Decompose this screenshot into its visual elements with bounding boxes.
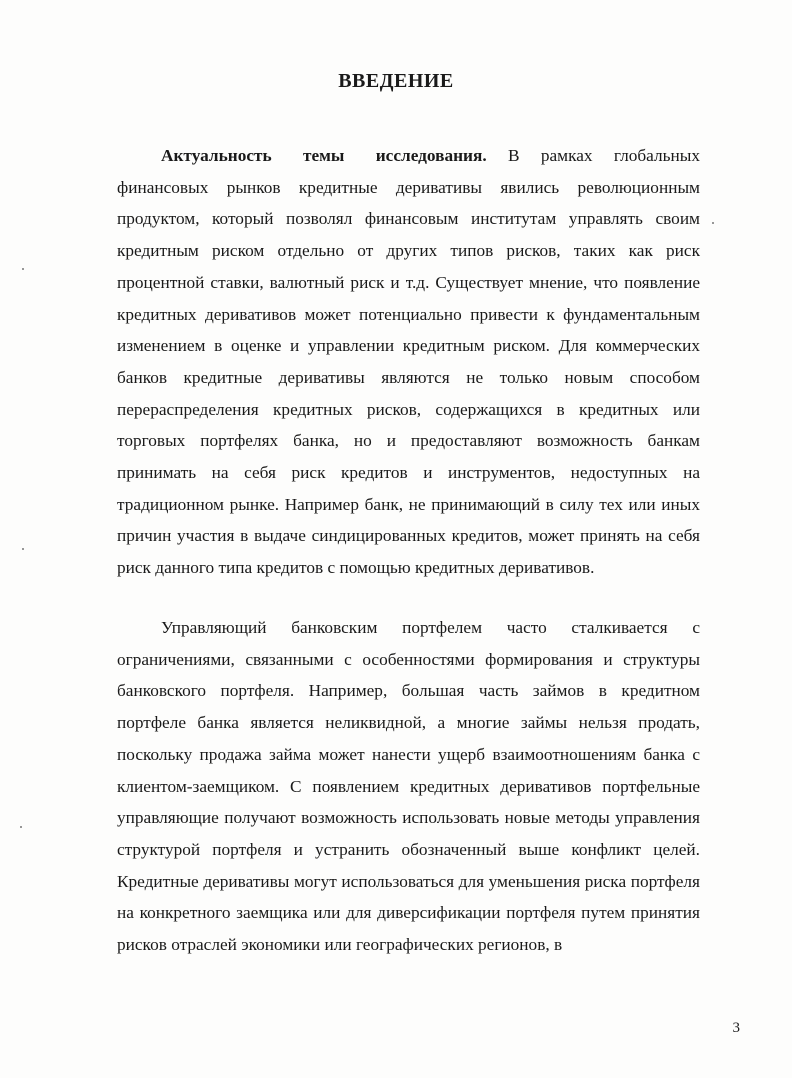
paragraph-portfolio-management — [117, 612, 700, 961]
paragraph-body: Управляющий банковским портфелем часто сталкивается с ограничениями, связанными с особенностями формирования и структуры банковского портфеля. Например, большая часть займов в кредитном портфеле банка является неликвидной, а многие займы нельзя продать, поскольку продажа займа может нанести ущерб взаимоотношениям банка с клиентом-заемщиком. С появлением кредитных деривативов портфельные управляющие получают возможность использовать новые методы управления структурой портфеля и устранить обозначенный выше конфликт целей. Кредитные деривативы могут использоваться для уменьшения риска портфеля на конкретного заемщика или для диверсификации портфеля путем принятия рисков отраслей экономики или географических регионов, в — [117, 618, 700, 955]
paragraph-body: В рамках глобальных финансовых рынков кредитные деривативы явились революционным продуктом, который позволял финансовым институтам управлять своим кредитным риском отдельно от других типов рисков, таких как риск процентной ставки, валютный риск и т.д. Существует мнение, что появление кредитных деривативов может потенциально привести к фундаментальным изменением в оценке и управлении кредитным риском. Для коммерческих банков кредитные деривативы являются не только новым способом перераспределения кредитных рисков, содержащихся в кредитных или торговых портфелях банка, но и предоставляют возможность банкам принимать на себя риск кредитов и инструментов, недоступных на традиционном рынке. Например банк, не принимающий в силу тех или иных причин участия в выдаче синдицированных кредитов, может принять на себя риск данного типа кредитов с помощью кредитных деривативов. — [117, 146, 700, 578]
scan-speck — [22, 548, 24, 550]
paragraph-relevance — [117, 140, 700, 584]
scan-speck — [712, 222, 714, 224]
scan-speck — [20, 826, 22, 828]
scan-speck — [22, 268, 24, 270]
paragraph-lead-heading: Актуальность темы исследования. — [161, 146, 487, 165]
page-title: ВВЕДЕНИЕ — [338, 70, 454, 92]
page-number: 3 — [732, 1020, 740, 1036]
